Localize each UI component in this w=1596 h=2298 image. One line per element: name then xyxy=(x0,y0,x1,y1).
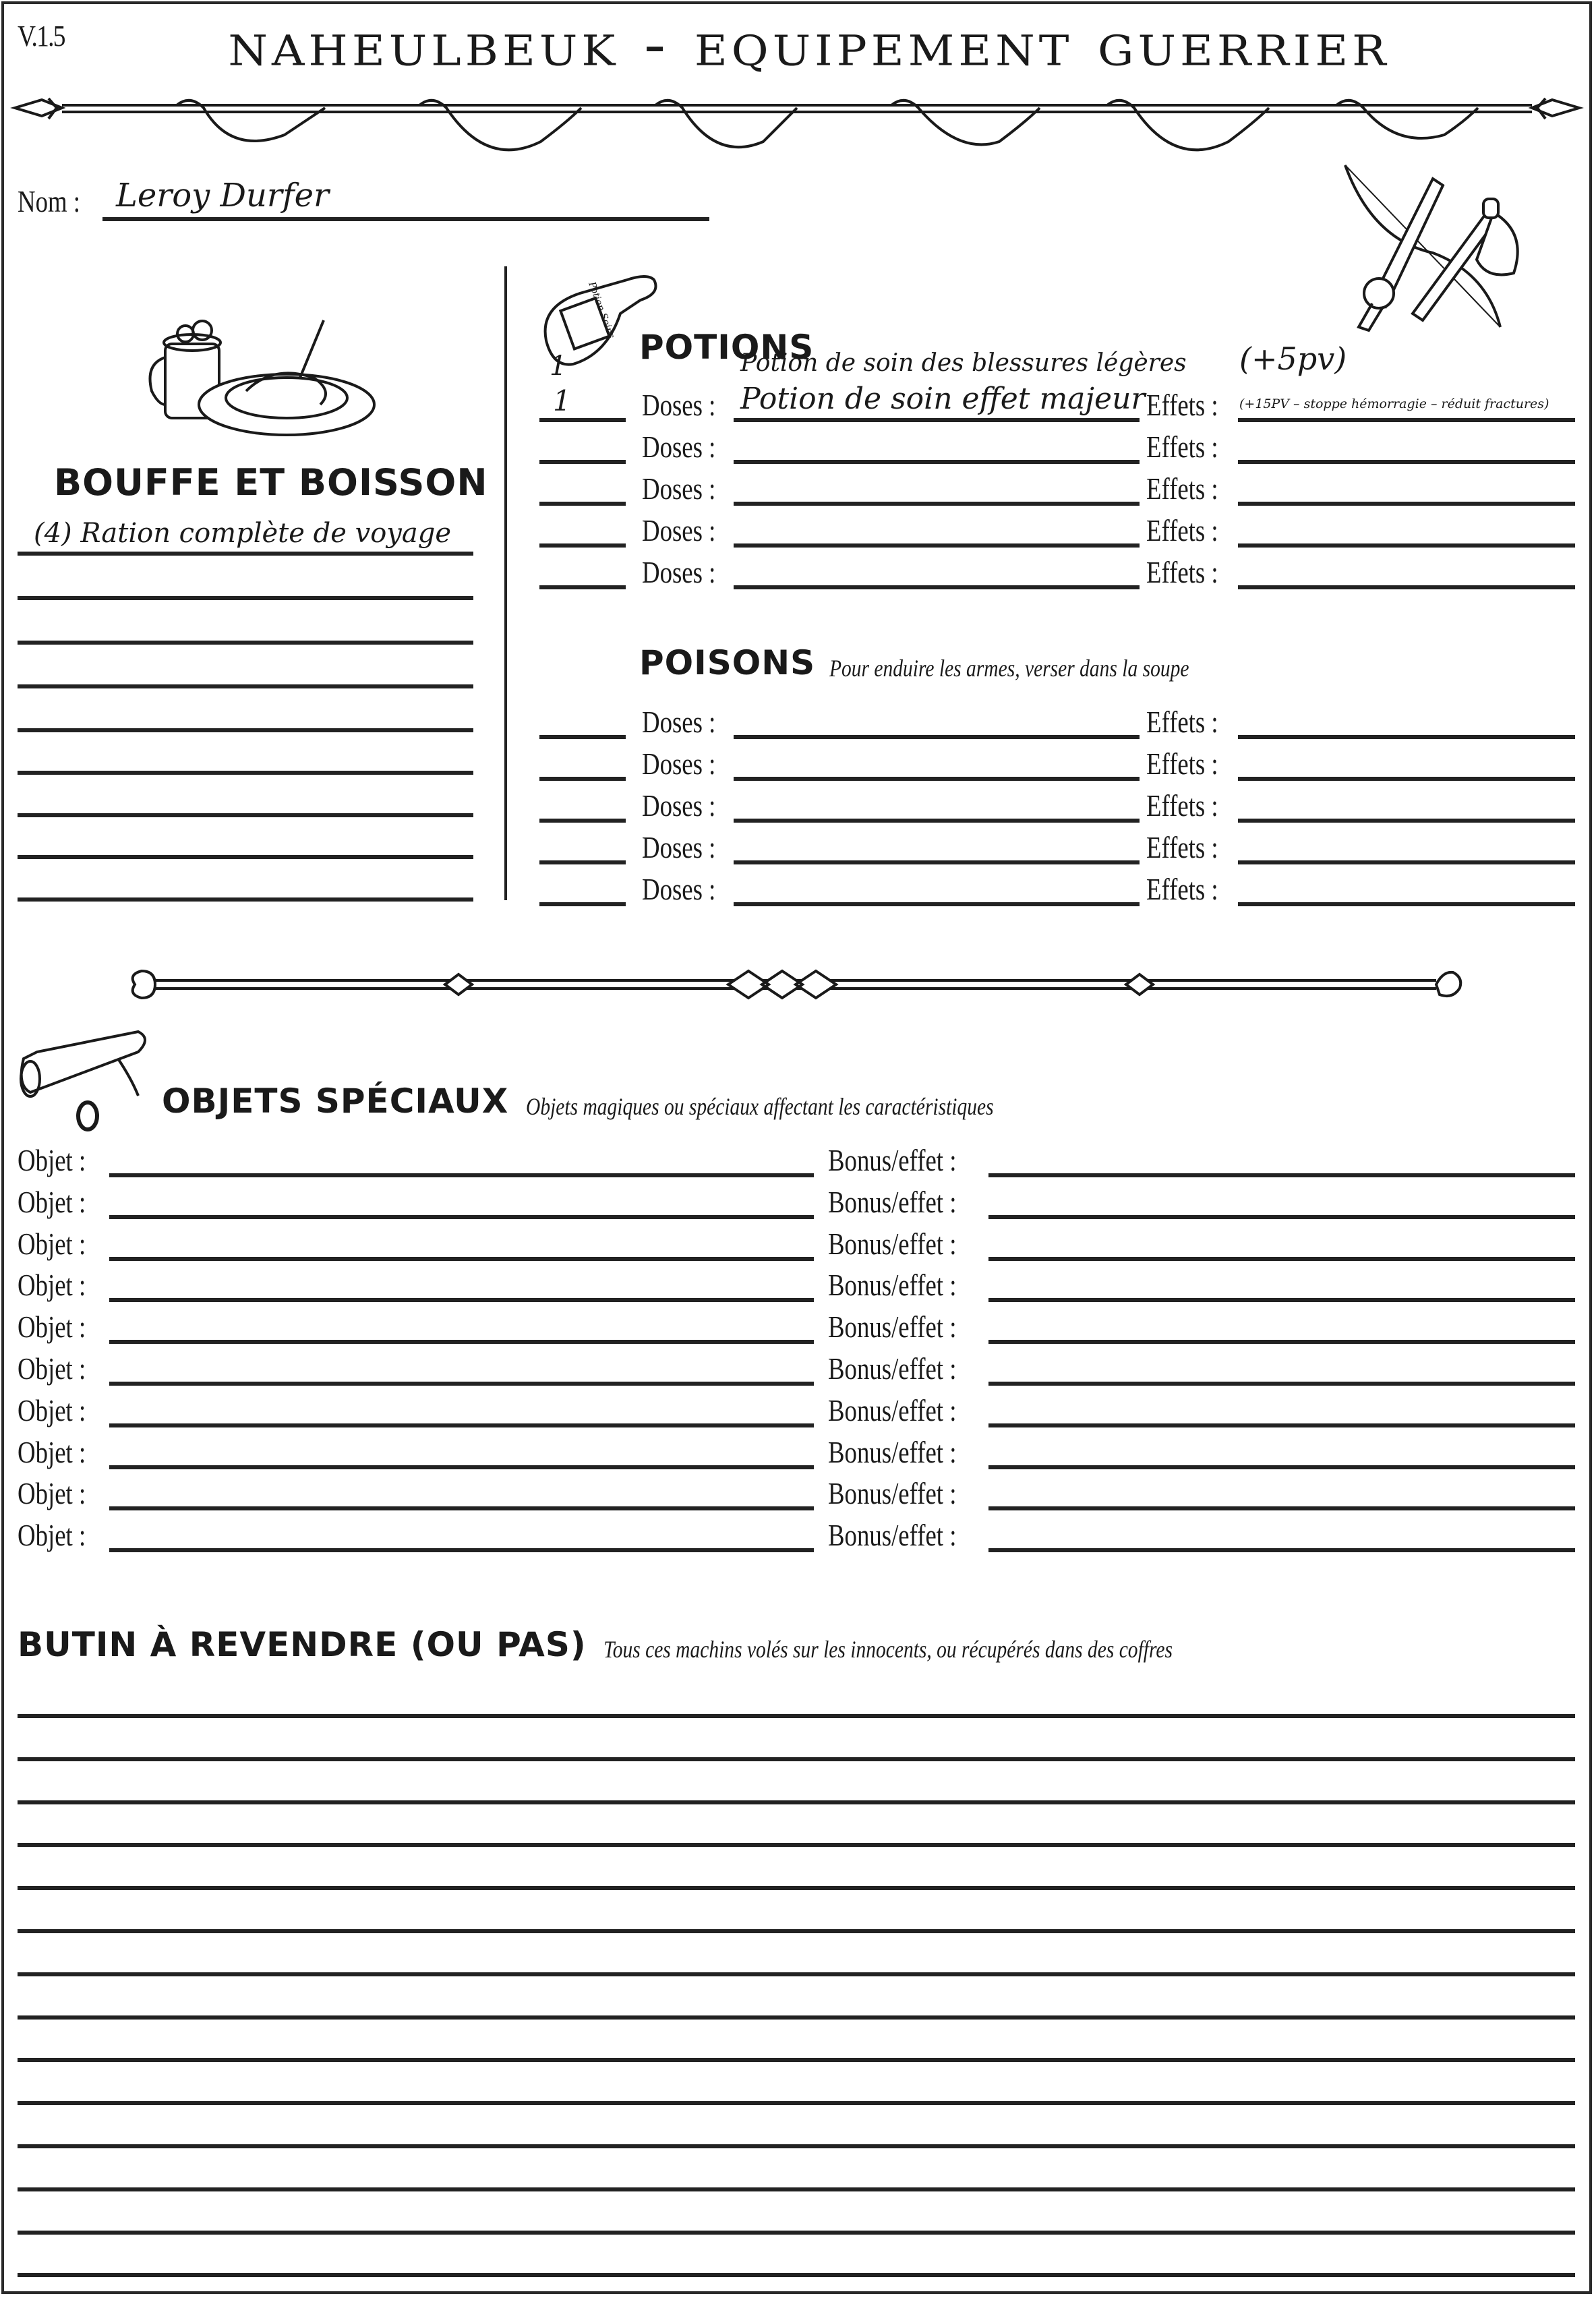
doses-label: Doses : xyxy=(642,555,716,589)
bonus-label: Bonus/effet : xyxy=(828,1518,957,1552)
food-line[interactable] xyxy=(18,689,473,732)
food-line[interactable] xyxy=(18,645,473,688)
poison-effect-field[interactable] xyxy=(1238,785,1575,823)
potions-heading: POTIONS xyxy=(639,328,815,367)
object-label: Objet : xyxy=(18,1309,86,1344)
food-line[interactable] xyxy=(18,601,473,645)
potion-bottle-label: Potion Soins xyxy=(586,280,617,341)
poison-name-field[interactable] xyxy=(734,701,1140,739)
doses-label: Doses : xyxy=(642,705,716,739)
loot-line[interactable] xyxy=(18,1808,1575,1847)
food-line[interactable] xyxy=(18,858,473,902)
effets-label: Effets : xyxy=(1146,513,1218,548)
potion-name-field[interactable] xyxy=(734,552,1140,589)
object-label: Objet : xyxy=(18,1393,86,1427)
bonus-field[interactable] xyxy=(988,1514,1575,1552)
loot-line[interactable] xyxy=(18,1722,1575,1761)
bonus-field[interactable] xyxy=(988,1306,1575,1344)
potion-effect: (+15PV – stoppe hémorragie – réduit fractures) xyxy=(1239,396,1549,411)
bonus-label: Bonus/effet : xyxy=(828,1227,957,1261)
potion-name-field[interactable] xyxy=(734,468,1140,506)
object-field[interactable] xyxy=(109,1348,814,1386)
effets-label: Effets : xyxy=(1146,872,1218,906)
poison-effect-field[interactable] xyxy=(1238,701,1575,739)
loot-line[interactable] xyxy=(18,2238,1575,2277)
poison-name-field[interactable] xyxy=(734,743,1140,781)
object-field[interactable] xyxy=(109,1432,814,1469)
poison-effect-field[interactable] xyxy=(1238,868,1575,906)
potion-extra-qty[interactable]: 1 xyxy=(550,351,567,382)
loot-subtitle: Tous ces machins volés sur les innocents, ou récupérés dans des coffres xyxy=(603,1636,1173,1663)
potion-extra-effect[interactable]: (+5pv) xyxy=(1239,341,1347,377)
bonus-field[interactable] xyxy=(988,1140,1575,1177)
page-title: naheulbeuk - equipement guerrier xyxy=(228,9,1390,80)
potion-effect-field[interactable] xyxy=(1238,510,1575,548)
poison-qty-field[interactable] xyxy=(539,701,626,739)
column-divider xyxy=(504,266,507,900)
food-line[interactable] xyxy=(18,774,473,817)
potion-name-field[interactable] xyxy=(734,510,1140,548)
food-entry: (4) Ration complète de voyage xyxy=(34,518,452,549)
bonus-field[interactable] xyxy=(988,1264,1575,1302)
potion-effect-field[interactable] xyxy=(1238,384,1575,422)
bonus-label: Bonus/effet : xyxy=(828,1351,957,1386)
loot-line[interactable] xyxy=(18,2023,1575,2062)
bonus-field[interactable] xyxy=(988,1473,1575,1510)
loot-line[interactable] xyxy=(18,1679,1575,1718)
poison-name-field[interactable] xyxy=(734,785,1140,823)
potion-qty-field[interactable] xyxy=(539,384,626,422)
poison-qty-field[interactable] xyxy=(539,743,626,781)
poison-qty-field[interactable] xyxy=(539,827,626,864)
bonus-label: Bonus/effet : xyxy=(828,1393,957,1427)
effets-label: Effets : xyxy=(1146,705,1218,739)
food-line[interactable] xyxy=(18,816,473,859)
object-label: Objet : xyxy=(18,1351,86,1386)
potion-qty: 1 xyxy=(553,384,571,417)
doses-label: Doses : xyxy=(642,388,716,422)
potion-name: Potion de soin effet majeur xyxy=(740,382,1146,416)
object-field[interactable] xyxy=(109,1264,814,1302)
object-label: Objet : xyxy=(18,1268,86,1302)
loot-line[interactable] xyxy=(18,2196,1575,2235)
effets-label: Effets : xyxy=(1146,430,1218,464)
loot-line[interactable] xyxy=(18,1980,1575,2020)
crossed-weapons-icon xyxy=(1332,158,1520,334)
poison-qty-field[interactable] xyxy=(539,868,626,906)
loot-line[interactable] xyxy=(18,1765,1575,1804)
effets-label: Effets : xyxy=(1146,746,1218,781)
special-items-heading: OBJETS SPÉCIAUX xyxy=(162,1082,509,1121)
object-field[interactable] xyxy=(109,1181,814,1219)
potion-effect-field[interactable] xyxy=(1238,468,1575,506)
loot-line[interactable] xyxy=(18,2109,1575,2148)
loot-line[interactable] xyxy=(18,2066,1575,2105)
bonus-label: Bonus/effet : xyxy=(828,1435,957,1469)
food-and-drink-icon xyxy=(138,303,381,438)
effets-label: Effets : xyxy=(1146,788,1218,823)
potion-qty-field[interactable] xyxy=(539,426,626,464)
food-heading: BOUFFE ET BOISSON xyxy=(54,461,488,504)
bonus-label: Bonus/effet : xyxy=(828,1476,957,1510)
poisons-heading: POISONS xyxy=(639,643,816,682)
spear-ribbon-icon xyxy=(15,81,1579,148)
poison-name-field[interactable] xyxy=(734,827,1140,864)
potion-name-field[interactable] xyxy=(734,426,1140,464)
potion-qty-field[interactable] xyxy=(539,552,626,589)
name-value: Leroy Durfer xyxy=(116,177,329,214)
object-label: Objet : xyxy=(18,1518,86,1552)
object-label: Objet : xyxy=(18,1476,86,1510)
scroll-and-ring-icon xyxy=(17,1032,158,1133)
object-field[interactable] xyxy=(109,1514,814,1552)
potion-effect-field[interactable] xyxy=(1238,426,1575,464)
food-line[interactable] xyxy=(18,512,473,556)
food-line[interactable] xyxy=(18,732,473,775)
version-label: V.1.5 xyxy=(18,20,65,53)
bonus-field[interactable] xyxy=(988,1181,1575,1219)
bonus-label: Bonus/effet : xyxy=(828,1143,957,1177)
effets-label: Effets : xyxy=(1146,471,1218,506)
effets-label: Effets : xyxy=(1146,388,1218,422)
loot-line[interactable] xyxy=(18,2152,1575,2191)
loot-line[interactable] xyxy=(18,1894,1575,1933)
bonus-label: Bonus/effet : xyxy=(828,1185,957,1219)
bonus-field[interactable] xyxy=(988,1432,1575,1469)
name-field[interactable] xyxy=(102,177,709,221)
food-line[interactable] xyxy=(18,557,473,600)
object-field[interactable] xyxy=(109,1390,814,1427)
doses-label: Doses : xyxy=(642,471,716,506)
object-field[interactable] xyxy=(109,1306,814,1344)
poison-effect-field[interactable] xyxy=(1238,743,1575,781)
doses-label: Doses : xyxy=(642,513,716,548)
doses-label: Doses : xyxy=(642,830,716,864)
potion-qty-field[interactable] xyxy=(539,510,626,548)
name-label: Nom : xyxy=(18,184,81,218)
bonus-label: Bonus/effet : xyxy=(828,1309,957,1344)
object-label: Objet : xyxy=(18,1435,86,1469)
doses-label: Doses : xyxy=(642,746,716,781)
potion-extra-name[interactable]: Potion de soin des blessures légères xyxy=(740,349,1187,377)
special-items-subtitle: Objets magiques ou spéciaux affectant les caractéristiques xyxy=(526,1093,994,1120)
effets-label: Effets : xyxy=(1146,555,1218,589)
poison-name-field[interactable] xyxy=(734,868,1140,906)
potion-name-field[interactable] xyxy=(734,382,1146,422)
loot-line[interactable] xyxy=(18,1851,1575,1890)
poison-effect-field[interactable] xyxy=(1238,827,1575,864)
doses-label: Doses : xyxy=(642,430,716,464)
object-label: Objet : xyxy=(18,1185,86,1219)
bonus-field[interactable] xyxy=(988,1390,1575,1427)
loot-line[interactable] xyxy=(18,1937,1575,1976)
bonus-field[interactable] xyxy=(988,1348,1575,1386)
potion-effect-field[interactable] xyxy=(1238,552,1575,589)
poison-qty-field[interactable] xyxy=(539,785,626,823)
object-field[interactable] xyxy=(109,1223,814,1261)
loot-heading: BUTIN À REVENDRE (OU PAS) xyxy=(18,1625,587,1664)
potion-qty-field[interactable] xyxy=(539,468,626,506)
staff-divider-icon xyxy=(128,964,1463,1005)
poisons-subtitle: Pour enduire les armes, verser dans la soupe xyxy=(829,655,1189,682)
bonus-label: Bonus/effet : xyxy=(828,1268,957,1302)
object-field[interactable] xyxy=(109,1473,814,1510)
object-label: Objet : xyxy=(18,1143,86,1177)
object-label: Objet : xyxy=(18,1227,86,1261)
effets-label: Effets : xyxy=(1146,830,1218,864)
object-field[interactable] xyxy=(109,1140,814,1177)
doses-label: Doses : xyxy=(642,872,716,906)
doses-label: Doses : xyxy=(642,788,716,823)
bonus-field[interactable] xyxy=(988,1223,1575,1261)
